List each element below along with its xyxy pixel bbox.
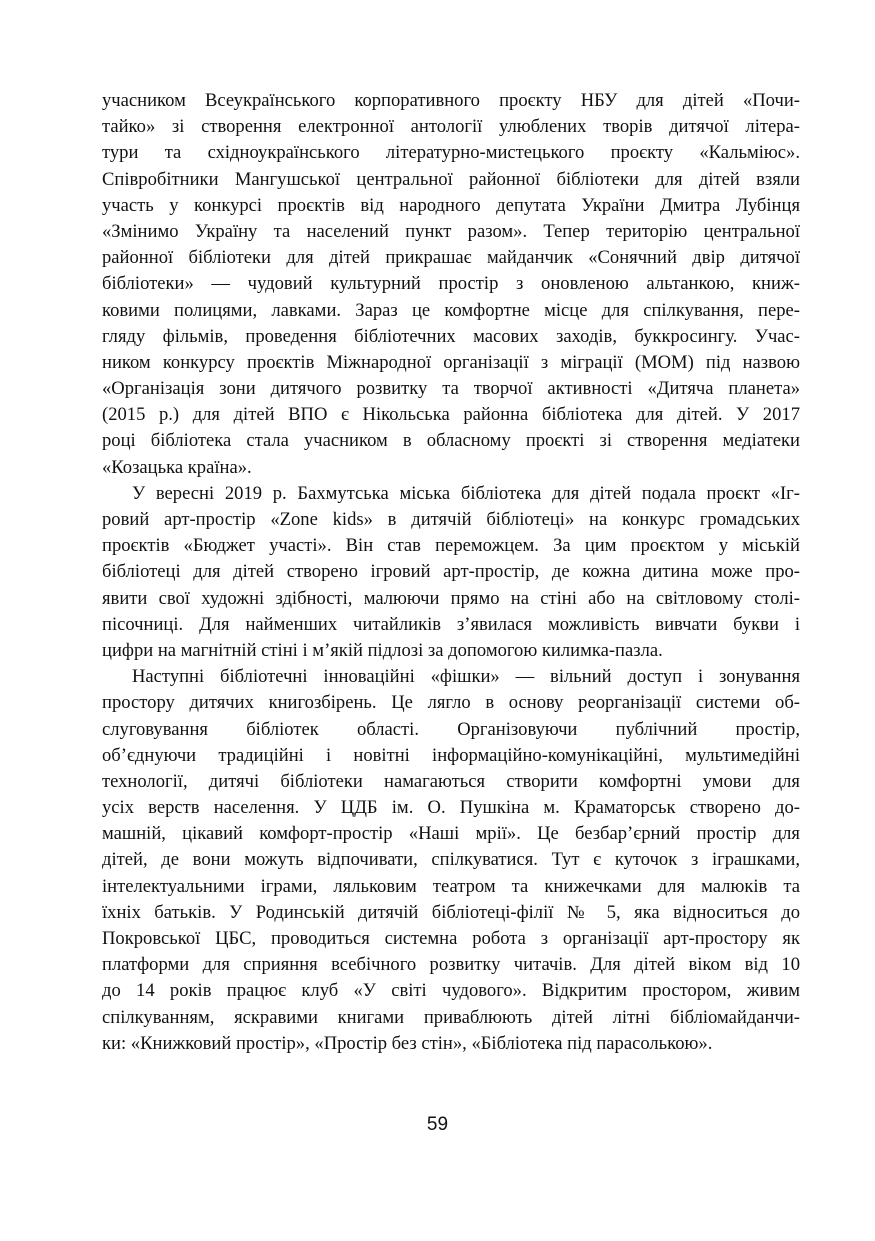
text-line: пісочниці. Для найменших читайликів з’явилася можливість вивчати букви і bbox=[102, 613, 800, 635]
text-line: У вересні 2019 р. Бахмутська міська бібліотека для дітей подала проєкт «Іг- bbox=[132, 482, 800, 504]
text-line: «Організація зони дитячого розвитку та творчої активності «Дитяча планета» bbox=[102, 378, 800, 400]
text-line: явити свої художні здібності, малюючи прямо на стіні або на світловому столі- bbox=[102, 587, 800, 609]
text-line: тайко» зі створення електронної антології улюблених творів дитячої літера- bbox=[102, 116, 800, 138]
paragraph bbox=[102, 481, 800, 664]
text-line: цифри на магнітній стіні і м’якій підлозі за допомогою килимка-пазла. bbox=[102, 639, 663, 661]
text-line: інтелектуальними іграми, ляльковим театром та книжечками для малюків та bbox=[102, 875, 800, 897]
paragraph bbox=[102, 664, 800, 1057]
text-line: їхніх батьків. У Родинській дитячій бібліотеці-філії № 5, яка відноситься до bbox=[102, 901, 800, 923]
text-line: тури та східноукраїнського літературно-мистецького проєкту «Кальміюс». bbox=[102, 142, 800, 164]
text-line: (2015 р.) для дітей ВПО є Нікольська районна бібліотека для дітей. У 2017 bbox=[102, 404, 800, 426]
text-line: участь у конкурсі проєктів від народного депутата України Дмитра Лубінця bbox=[102, 194, 800, 216]
text-line: ковими полицями, лавками. Зараз це комфортне місце для спілкування, пере- bbox=[102, 299, 800, 321]
text-line: технології, дитячі бібліотеки намагаються створити комфортні умови для bbox=[102, 770, 800, 792]
text-line: році бібліотека стала учасником в обласному проєкті зі створення медіатеки bbox=[102, 430, 800, 452]
text-line: «Козацька країна». bbox=[102, 456, 252, 478]
text-line: до 14 років працює клуб «У світі чудового». Відкритим простором, живим bbox=[102, 980, 800, 1002]
text-line: дітей, де вони можуть відпочивати, спілкуватися. Тут є куточок з іграшками, bbox=[102, 849, 800, 871]
paragraph bbox=[102, 88, 800, 481]
text-line: бібліотеці для дітей створено ігровий арт-простір, де кожна дитина може про- bbox=[102, 561, 800, 583]
body-text bbox=[102, 88, 800, 1057]
text-line: ки: «Книжковий простір», «Простір без стін», «Бібліотека під парасолькою». bbox=[102, 1032, 713, 1054]
text-line: гляду фільмів, проведення бібліотечних масових заходів, буккросингу. Учас- bbox=[102, 325, 800, 347]
text-line: спілкуванням, яскравими книгами приваблюють дітей літні бібліомайданчи- bbox=[102, 1006, 800, 1028]
text-line: платформи для сприяння всебічного розвитку читачів. Для дітей віком від 10 bbox=[102, 954, 800, 976]
text-line: Наступні бібліотечні інноваційні «фішки» — вільний доступ і зонування bbox=[132, 666, 800, 688]
text-line: учасником Всеукраїнського корпоративного проєкту НБУ для дітей «Почи- bbox=[102, 90, 800, 111]
text-line: простору дитячих книгозбірень. Це лягло в основу реорганізації системи об- bbox=[102, 692, 800, 714]
text-line: проєктів «Бюджет участі». Він став переможцем. За цим проєктом у міській bbox=[102, 535, 800, 557]
page-number: 59 bbox=[426, 1114, 449, 1135]
text-line: усіх верств населення. У ЦДБ ім. О. Пушкіна м. Краматорськ створено до- bbox=[102, 797, 800, 819]
text-line: бібліотеки» — чудовий культурний простір з оновленою альтанкою, книж- bbox=[102, 273, 800, 295]
text-line: Покровської ЦБС, проводиться системна робота з організації арт-простору як bbox=[102, 928, 800, 949]
text-line: ником конкурсу проєктів Міжнародної організації з міграції (МОМ) під назвою bbox=[102, 351, 800, 373]
text-line: районної бібліотеки для дітей прикрашає майданчик «Сонячний двір дитячої bbox=[102, 247, 800, 269]
text-line: машній, цікавий комфорт-простір «Наші мрії». Це безбар’єрний простір для bbox=[102, 823, 800, 845]
text-line: «Змінимо Україну та населений пункт разом». Тепер територію центральної bbox=[102, 220, 800, 242]
text-line: ровий арт-простір «Zone kids» в дитячій бібліотеці» на конкурс громадських bbox=[102, 509, 800, 530]
text-line: слуговування бібліотек області. Організовуючи публічний простір, bbox=[102, 718, 800, 740]
text-line: Співробітники Мангушської центральної районної бібліотеки для дітей взяли bbox=[102, 168, 800, 190]
text-line: об’єднуючи традиційні і новітні інформаційно-комунікаційні, мультимедійні bbox=[102, 744, 800, 766]
